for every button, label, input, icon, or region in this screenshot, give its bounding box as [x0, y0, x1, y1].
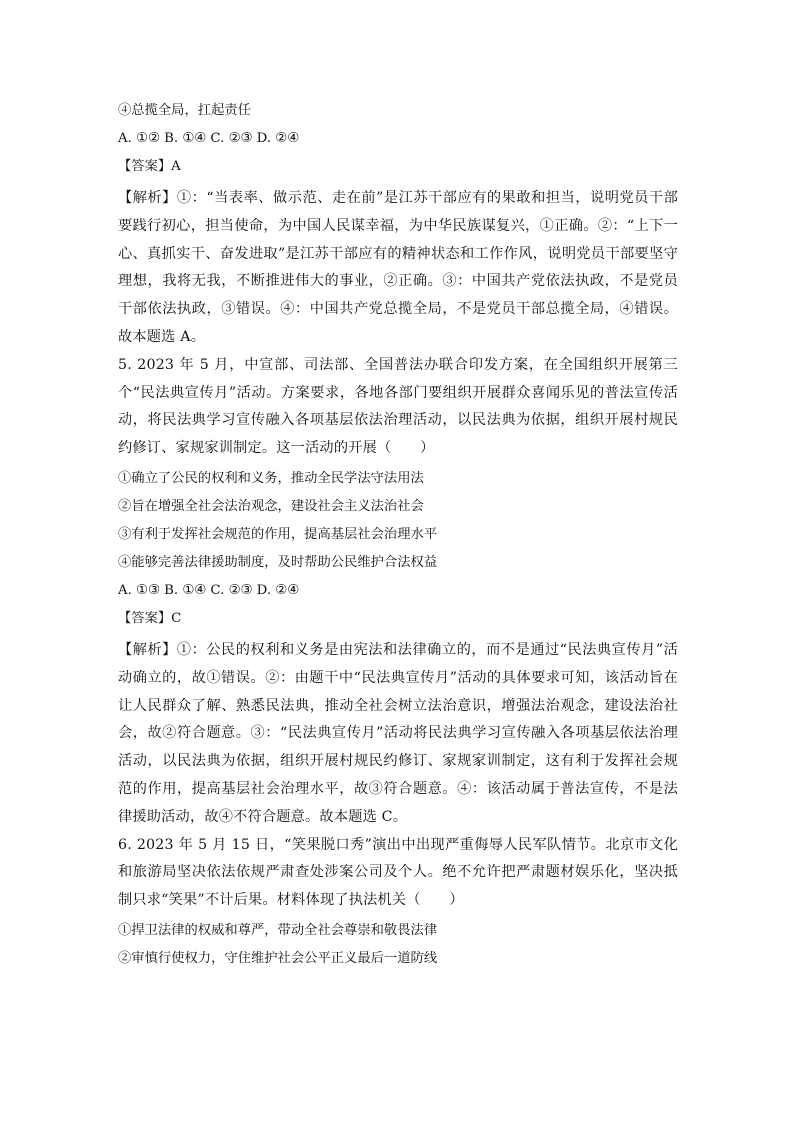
q6-option-1: ①捍卫法律的权威和尊严，带动全社会尊崇和敬畏法律: [118, 922, 438, 938]
q4-option-4: ④总揽全局，扛起责任: [118, 103, 251, 118]
q5-analysis: 【解析】①：公民的权利和义务是由宪法和法律确立的，而不是通过“民法典宣传月”活动确立的，故①错误。②：由题干中“民法典宣传月”活动的具体要求可知，该活动旨在让人民群众了解、熟悉民法典，推动全社会树立法治意识，增强法治观念，建设法治社会，故②符合题意。③：“民法典宣传月”活动将民法典学习宣传融入各项基层依法治理活动，以民法典为依据，组织开展村规民约修订、家规家训制定，这有利于发挥社会规范的作用，提高基层社会治理水平，故③符合题意。④：该活动属于普法宣传，不是法律援助活动，故④不符合题意。故本题选 C。: [118, 641, 678, 825]
q5-answer: 【答案】C: [118, 610, 182, 626]
q6-option-2: ②审慎行使权力，守住维护社会公平正义最后一道防线: [118, 950, 438, 966]
q5-option-1: ①确立了公民的权利和义务，推动全民学法守法用法: [118, 470, 424, 486]
q5-choices: A. ①③ B. ①④ C. ②③ D. ②④: [118, 582, 300, 598]
q4-analysis: 【解析】①：“当表率、做示范、走在前”是江苏干部应有的果敢和担当，说明党员干部要践行初心，担当使命，为中国人民谋幸福，为中华民族谋复兴，①正确。②：“上下一心、真抓实干、奋发进取”是江苏干部应有的精神状态和工作作风，说明党员干部要坚守理想，我将无我，不断推进伟大的事业，②正确。③：中国共产党依法执政，不是党员干部依法执政，③错误。④：中国共产党总揽全局，不是党员干部总揽全局，④错误。故本题选 A。: [118, 190, 678, 345]
q5-option-3: ③有利于发挥社会规范的作用，提高基层社会治理水平: [118, 526, 438, 542]
q5-stem: 5. 2023 年 5 月，中宣部、司法部、全国普法办联合印发方案，在全国组织开展第三个“民法典宣传月”活动。方案要求，各地各部门要组织开展群众喜闻乐见的普法宣传活动，将民法典学习宣传融入各项基层依法治理活动，以民法典为依据，组织开展村规民约修订、家规家训制定。这一活动的开展（ ）: [118, 356, 678, 457]
q6-stem: 6. 2023 年 5 月 15 日，“笑果脱口秀”演出中出现严重侮辱人民军队情节。北京市文化和旅游局坚决依法依规严肃查处涉案公司及个人。绝不允许把严肃题材娱乐化，坚决抵制只求“笑果”不计后果。材料体现了执法机关（ ）: [118, 836, 678, 909]
q5-option-4: ④能够完善法律援助制度，及时帮助公民维护合法权益: [118, 554, 438, 570]
q4-answer: 【答案】A: [118, 159, 181, 174]
page-content: [118, 101, 678, 977]
q4-choices: A. ①② B. ①④ C. ②③ D. ②④: [118, 131, 300, 146]
q5-option-2: ②旨在增强全社会法治观念，建设社会主义法治社会: [118, 498, 424, 514]
